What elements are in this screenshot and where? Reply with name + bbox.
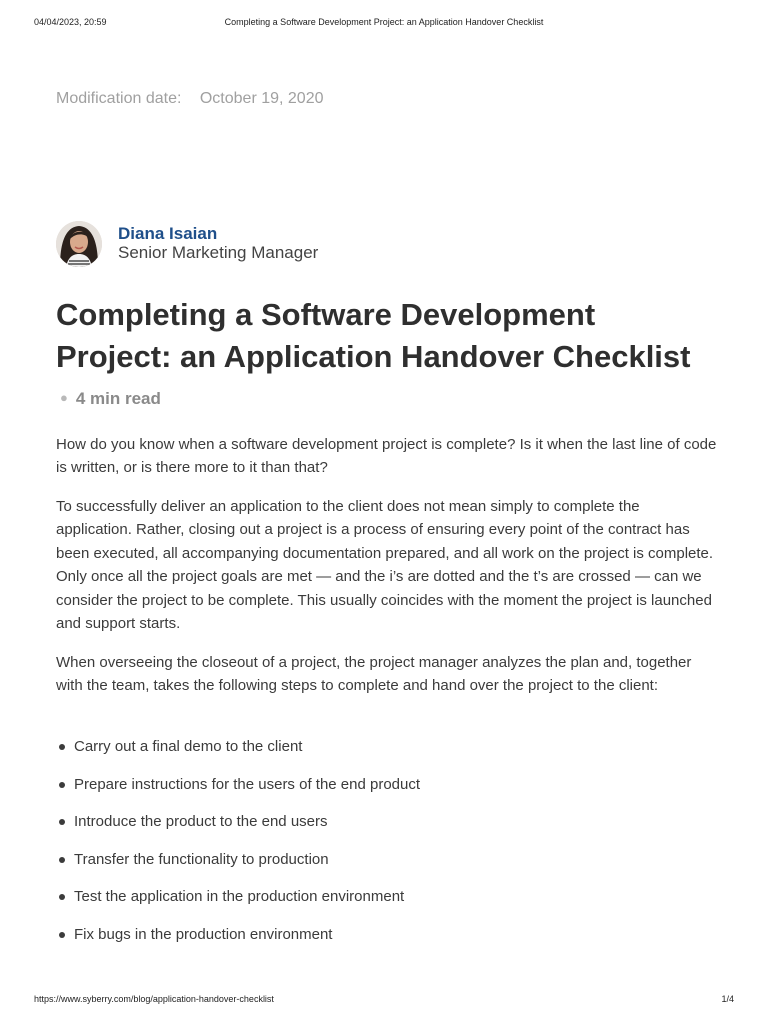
bullet-icon	[59, 744, 65, 750]
list-item	[56, 885, 716, 923]
read-time-text: 4 min read	[75, 389, 161, 408]
print-url: https://www.syberry.com/blog/application-handover-checklist	[34, 994, 274, 1004]
article-paragraph: To successfully deliver an application to the client does not mean simply to complete the application. Rather, closing out a project is a process of ensuring every point of the contract has been executed, all accompanying documentation prepared, and all work on the project is complete. Only once all the project goals are met — and the i’s are dotted and the t’s are crossed — can we consider the project to be complete. This usually coincides with the moment the project is launched and support starts.	[56, 498, 714, 633]
read-time	[60, 389, 161, 409]
article-title: Completing a Software Development Project: an Application Handover Checklist	[56, 297, 691, 374]
handover-steps-list	[56, 735, 716, 960]
list-item-text: Transfer the functionality to production	[74, 850, 329, 868]
modification-date	[56, 90, 324, 108]
bullet-icon	[59, 932, 65, 938]
print-doc-title: Completing a Software Development Project: an Application Handover Checklist	[224, 17, 544, 27]
print-page-number: 1/4	[721, 994, 734, 1004]
modification-date-label: Modification date:	[56, 90, 182, 107]
list-item	[56, 810, 716, 848]
bullet-icon	[59, 782, 65, 788]
article-paragraph: How do you know when a software development project is complete? Is it when the last line of code is written, or is there more to it than that?	[56, 436, 717, 477]
avatar-portrait-icon	[56, 221, 102, 267]
bullet-icon	[59, 857, 65, 863]
list-item	[56, 923, 716, 961]
list-item-text: Prepare instructions for the users of the end product	[74, 775, 421, 793]
list-item-text: Carry out a final demo to the client	[74, 738, 303, 755]
list-item-text: Fix bugs in the production environment	[74, 925, 333, 943]
print-header	[34, 17, 734, 31]
bullet-icon	[59, 819, 65, 825]
list-item-text: Test the application in the production environment	[74, 888, 405, 905]
bullet-icon	[59, 894, 65, 900]
list-item	[56, 848, 716, 886]
list-item	[56, 735, 716, 773]
author-role: Senior Marketing Manager	[118, 243, 319, 262]
modification-date-value: October 19, 2020	[199, 90, 324, 107]
list-item	[56, 773, 716, 811]
print-footer	[34, 994, 734, 1008]
article-paragraph: When overseeing the closeout of a project, the project manager analyzes the plan and, together with the team, takes the following steps to complete and hand over the project to the client:	[56, 654, 692, 695]
print-datetime: 04/04/2023, 20:59	[34, 17, 107, 27]
read-time-dot-icon: ●	[60, 390, 68, 405]
list-item-text: Introduce the product to the end users	[74, 813, 328, 830]
author-avatar[interactable]	[56, 221, 102, 267]
author-name-link[interactable]: Diana Isaian	[118, 224, 218, 243]
